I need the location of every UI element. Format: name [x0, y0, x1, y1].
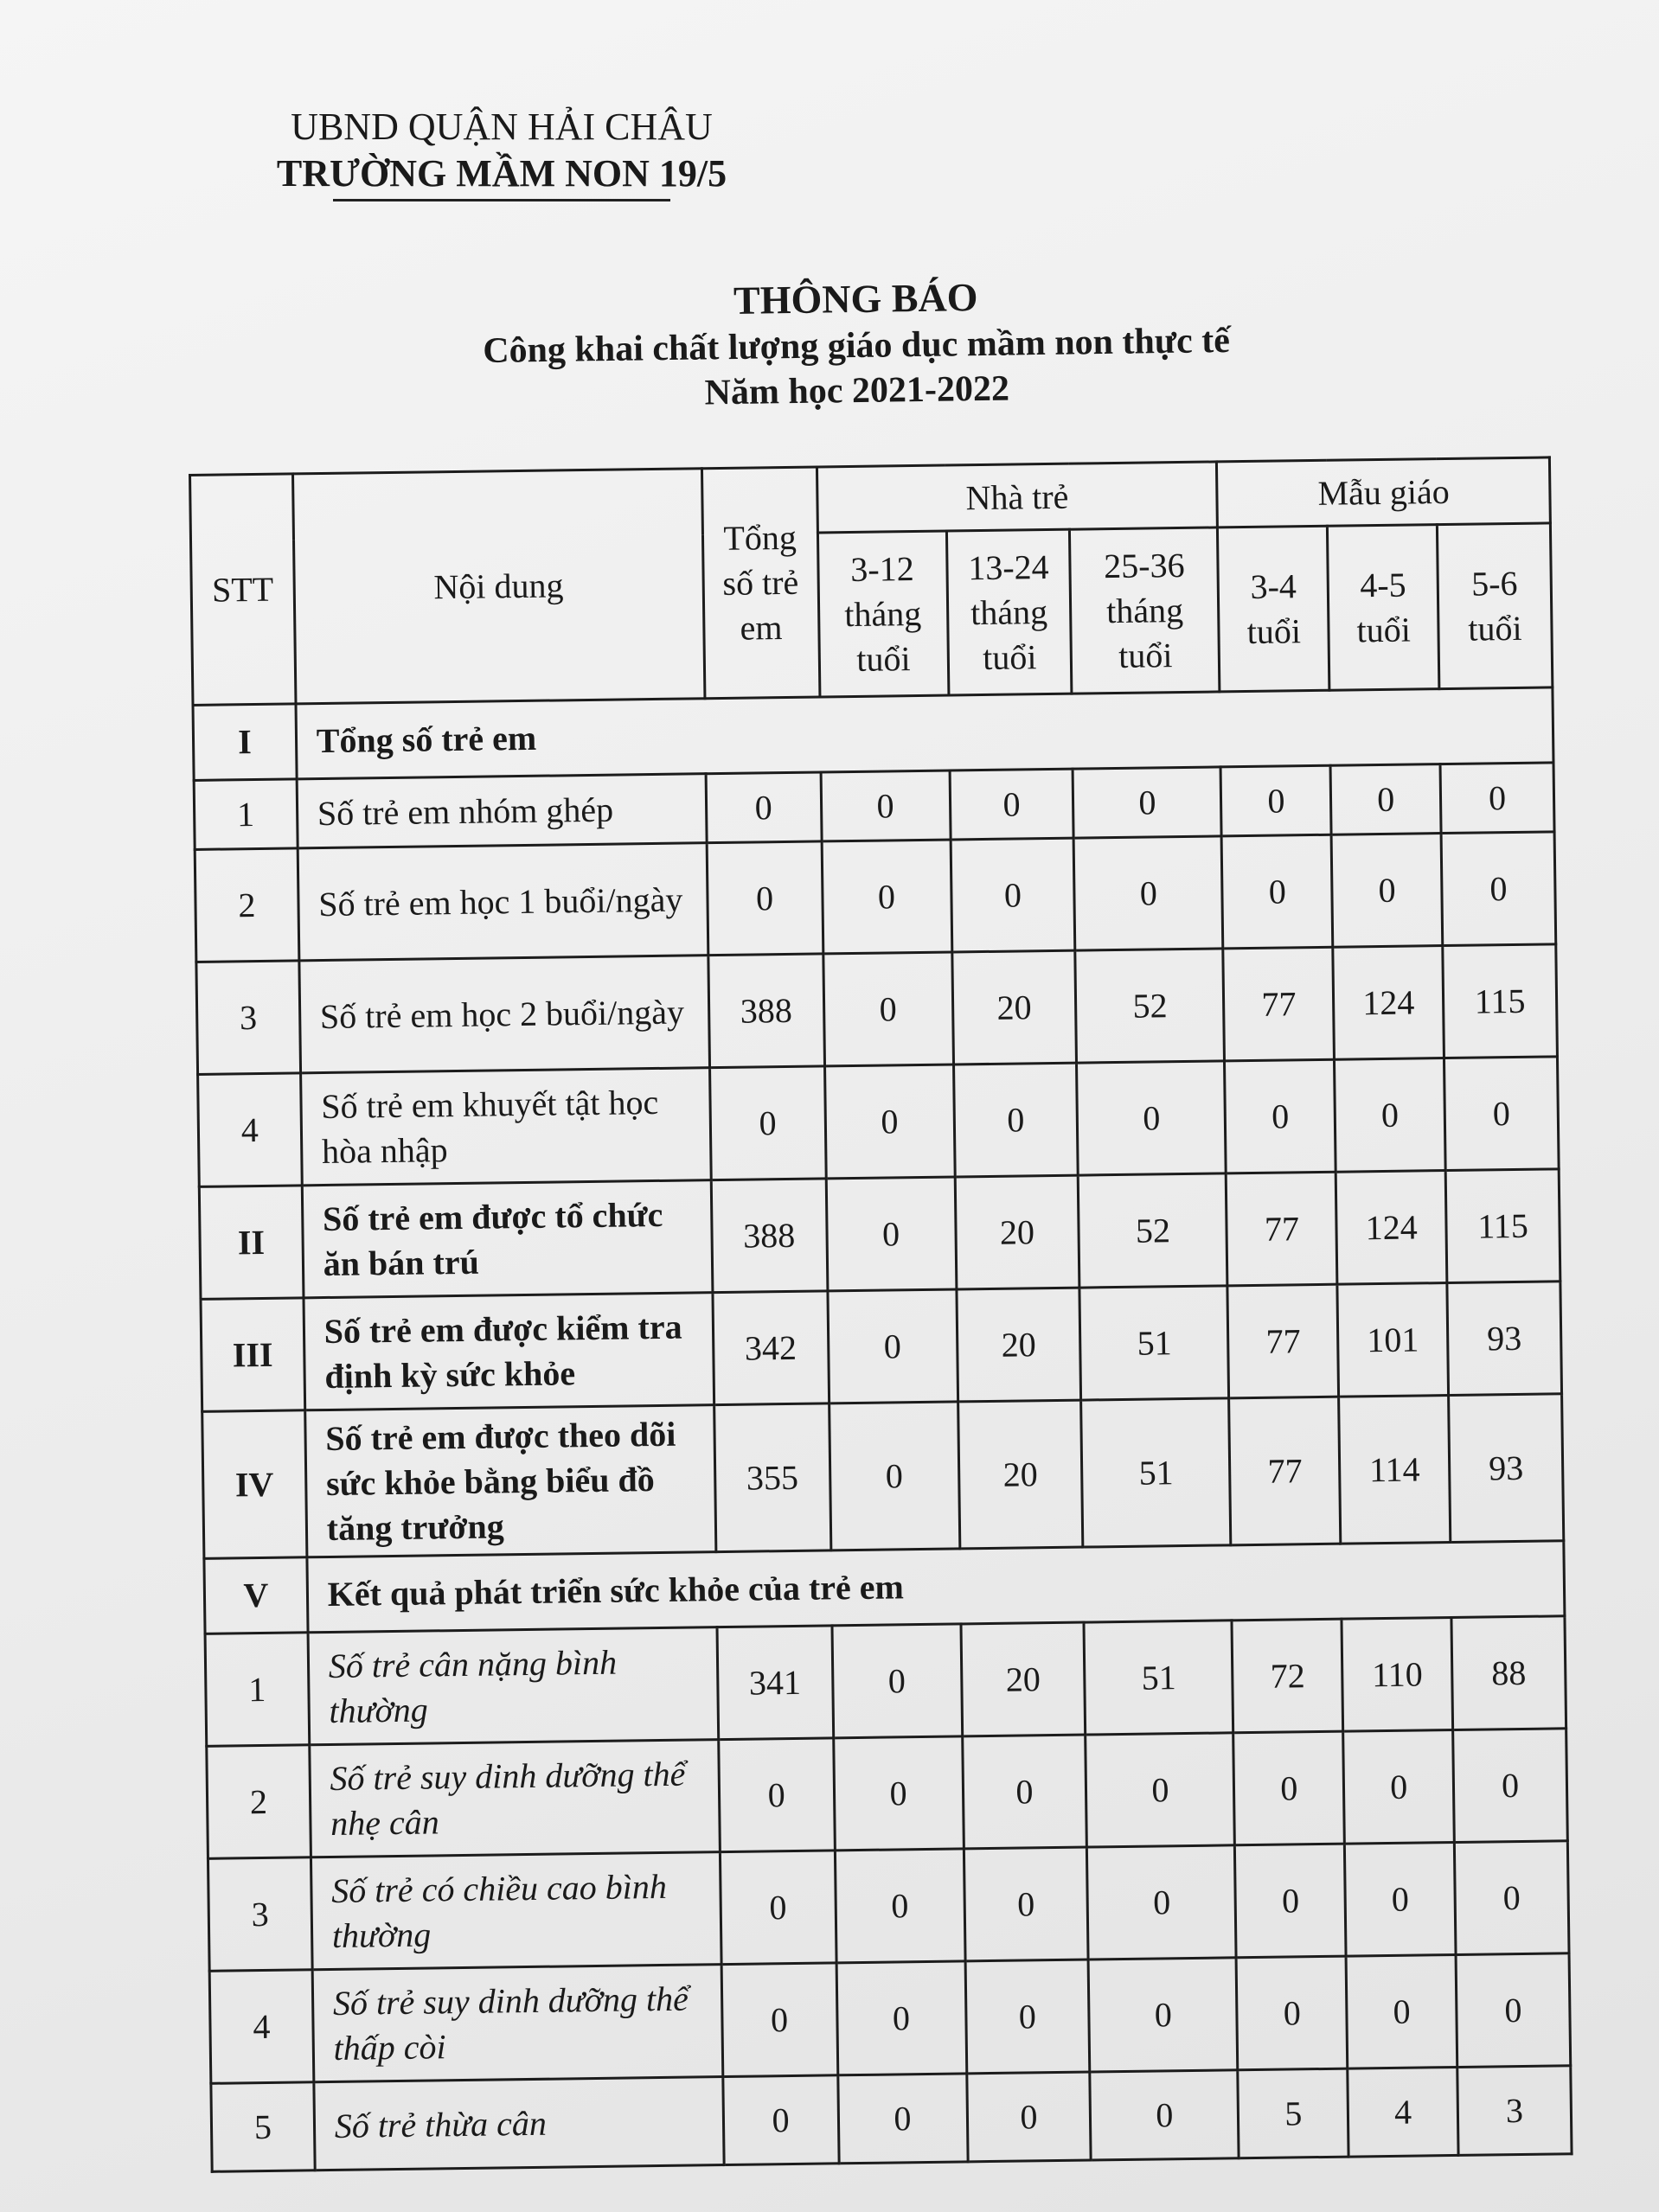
cell-value: 0: [833, 1736, 964, 1851]
cell-total: 355: [714, 1403, 830, 1552]
cell-value: 0: [1454, 1841, 1569, 1955]
school-year: Năm học 2021-2022: [704, 368, 1010, 413]
cell-value: 51: [1079, 1286, 1229, 1400]
cell-value: 114: [1339, 1396, 1451, 1544]
row-label: Số trẻ cân nặng bình thường: [308, 1627, 719, 1745]
cell-value: 110: [1342, 1618, 1452, 1732]
cell-value: 0: [821, 770, 951, 841]
cell-value: 20: [956, 1288, 1081, 1402]
cell-value: 0: [950, 769, 1074, 840]
table-row: [208, 1841, 1569, 1972]
row-label: Số trẻ em khuyết tật học hòa nhập: [300, 1068, 711, 1186]
cell-value: 0: [837, 2074, 967, 2164]
cell-value: 0: [1221, 765, 1332, 836]
cell-value: 3: [1457, 2066, 1572, 2156]
cell-value: 0: [836, 1961, 967, 2075]
cell-value: 0: [1330, 764, 1441, 835]
table-row: [201, 1282, 1562, 1412]
table-row: [205, 1616, 1566, 1747]
header-age-13-24-months: 13-24 tháng tuổi: [946, 529, 1072, 695]
cell-value: 101: [1337, 1283, 1448, 1397]
cell-value: 0: [951, 838, 1076, 952]
cell-value: 0: [966, 2072, 1091, 2162]
cell-value: 124: [1336, 1171, 1446, 1285]
school-name: TRƯỜNG MẦM NON 19/5: [276, 152, 727, 195]
cell-value: 0: [1331, 834, 1442, 948]
row-label: Tổng số trẻ em: [296, 687, 1553, 779]
cell-total: 341: [717, 1626, 834, 1740]
row-stt: 3: [208, 1857, 311, 1972]
row-stt: V: [204, 1557, 308, 1634]
header-total: Tổng số trẻ em: [701, 467, 819, 699]
cell-value: 0: [1225, 1059, 1336, 1173]
cell-value: 0: [1090, 2070, 1239, 2160]
cell-value: 20: [960, 1622, 1086, 1736]
row-stt: 4: [209, 1970, 313, 2084]
cell-value: 0: [1073, 767, 1221, 838]
row-stt: 2: [207, 1745, 311, 1859]
table-row: [202, 1394, 1564, 1559]
header-nha-tre: Nhà trẻ: [817, 462, 1218, 533]
cell-value: 0: [1444, 1057, 1560, 1171]
header-age-3-12-months: 3-12 tháng tuổi: [817, 531, 948, 697]
header-age-3-4-years: 3-4 tuổi: [1218, 526, 1329, 692]
row-label: Số trẻ em học 2 buổi/ngày: [299, 956, 710, 1073]
table-row: [196, 944, 1558, 1075]
row-stt: IV: [202, 1410, 307, 1559]
cell-value: 0: [1441, 832, 1556, 946]
table-row: [199, 1169, 1560, 1300]
cell-value: 0: [829, 1402, 959, 1550]
cell-value: 5: [1238, 2068, 1348, 2158]
cell-total: 0: [707, 841, 823, 956]
cell-value: 4: [1348, 2067, 1458, 2157]
row-label: Số trẻ em được theo dõi sức khỏe bằng biểu đồ tăng trưởng: [304, 1405, 715, 1557]
cell-value: 0: [953, 1063, 1079, 1177]
header-age-25-36-months: 25-36 tháng tuổi: [1070, 527, 1220, 694]
cell-value: 88: [1451, 1616, 1566, 1730]
row-label: Kết quả phát triển sức khỏe của trẻ em: [307, 1541, 1565, 1633]
cell-value: 0: [1086, 1733, 1235, 1847]
cell-value: 0: [1073, 836, 1223, 950]
row-stt: 2: [195, 848, 298, 962]
document-title-block: [371, 268, 1342, 420]
cell-total: 0: [706, 772, 822, 843]
cell-value: 0: [965, 1959, 1091, 2074]
cell-value: 77: [1223, 947, 1334, 1061]
cell-total: 342: [713, 1291, 830, 1405]
cell-total: 0: [718, 1738, 835, 1852]
cell-value: 115: [1443, 944, 1558, 1058]
cell-value: 77: [1229, 1397, 1341, 1545]
row-label: Số trẻ suy dinh dưỡng thể thấp còi: [312, 1965, 723, 2082]
cell-value: 124: [1333, 946, 1444, 1060]
quality-report-table: [189, 456, 1573, 2172]
cell-value: 52: [1075, 949, 1225, 1063]
cell-value: 0: [1088, 1958, 1238, 2072]
table-row: [198, 1057, 1560, 1187]
cell-total: 0: [721, 1963, 838, 2077]
cell-value: 20: [955, 1175, 1080, 1289]
cell-value: 72: [1232, 1619, 1342, 1733]
document-title: THÔNG BÁO: [733, 275, 978, 323]
table-row: [211, 2066, 1572, 2172]
cell-total: 0: [723, 2075, 839, 2165]
cell-value: 0: [1343, 1729, 1454, 1844]
cell-value: 0: [1077, 1061, 1227, 1175]
cell-value: 0: [1237, 1956, 1348, 2070]
cell-value: 0: [1233, 1731, 1344, 1845]
cell-value: 0: [1222, 834, 1333, 949]
row-stt: 4: [198, 1073, 302, 1187]
table-row: [195, 832, 1556, 962]
cell-value: 0: [827, 1289, 958, 1403]
cell-value: 0: [1335, 1058, 1445, 1173]
cell-value: 0: [962, 1735, 1087, 1849]
row-stt: III: [201, 1298, 304, 1412]
cell-value: 93: [1447, 1282, 1562, 1396]
row-label: Số trẻ em được kiểm tra định kỳ sức khỏe: [304, 1293, 714, 1410]
agency-name: UBND QUẬN HẢI CHÂU: [291, 105, 713, 148]
row-label: Số trẻ em học 1 buổi/ngày: [298, 843, 708, 961]
cell-value: 77: [1227, 1284, 1338, 1398]
table-row: [209, 1953, 1571, 2084]
cell-value: 0: [1456, 1953, 1571, 2068]
row-stt: 1: [205, 1633, 309, 1747]
cell-value: 0: [822, 840, 952, 954]
header-mau-giao: Mẫu giáo: [1217, 457, 1550, 527]
cell-value: 77: [1227, 1172, 1337, 1286]
row-stt: 1: [194, 779, 298, 850]
row-label: Số trẻ em được tổ chức ăn bán trú: [302, 1180, 713, 1298]
header-age-5-6-years: 5-6 tuổi: [1437, 523, 1552, 689]
row-stt: 3: [196, 961, 300, 1075]
cell-total: 388: [711, 1179, 828, 1293]
cell-value: 20: [951, 950, 1077, 1064]
issuer-header: [259, 104, 744, 201]
row-stt: 5: [211, 2082, 315, 2172]
row-label: Số trẻ suy dinh dưỡng thể nhẹ cân: [310, 1740, 721, 1857]
cell-value: 0: [832, 1624, 963, 1738]
cell-value: 51: [1081, 1398, 1231, 1547]
table-row: [207, 1729, 1568, 1859]
cell-value: 0: [1453, 1729, 1568, 1843]
header-age-4-5-years: 4-5 tuổi: [1328, 525, 1439, 691]
header-stt: STT: [190, 474, 296, 706]
header-content: Nội dung: [292, 469, 704, 704]
row-label: Số trẻ em nhóm ghép: [297, 774, 707, 848]
cell-value: 0: [1345, 1842, 1456, 1956]
cell-value: 93: [1449, 1394, 1564, 1543]
cell-value: 0: [824, 1064, 955, 1179]
document-subtitle: Công khai chất lượng giáo dục mầm non thực tế: [482, 320, 1231, 372]
cell-value: 20: [958, 1400, 1083, 1549]
cell-value: 0: [1087, 1845, 1237, 1959]
cell-value: 52: [1079, 1173, 1228, 1288]
cell-total: 0: [709, 1066, 826, 1180]
cell-value: 0: [835, 1849, 965, 1963]
cell-value: 51: [1084, 1621, 1233, 1735]
cell-total: 388: [708, 954, 825, 1068]
row-label: Số trẻ có chiều cao bình thường: [311, 1852, 721, 1970]
cell-value: 0: [1235, 1844, 1346, 1958]
row-stt: II: [199, 1186, 303, 1300]
cell-value: 0: [823, 952, 953, 1066]
cell-value: 0: [964, 1847, 1089, 1961]
row-stt: I: [193, 704, 297, 781]
row-label: Số trẻ thừa cân: [314, 2077, 724, 2170]
cell-value: 0: [1346, 1954, 1457, 2068]
school-underline: [333, 199, 670, 201]
cell-value: 0: [1440, 763, 1554, 834]
cell-total: 0: [720, 1851, 836, 1965]
cell-value: 0: [826, 1177, 957, 1291]
cell-value: 115: [1445, 1169, 1560, 1283]
